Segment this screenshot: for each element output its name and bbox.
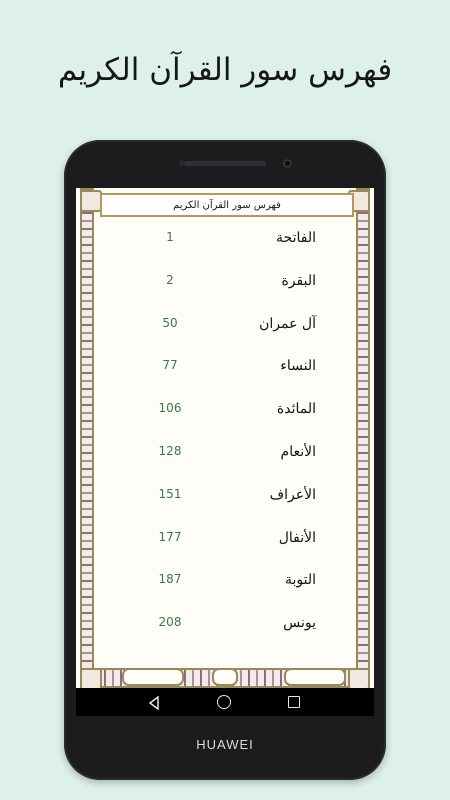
surah-page-number: 50 [162, 315, 178, 330]
ornament-cartouche [212, 668, 238, 686]
ornament-border-left [80, 188, 94, 688]
surah-row[interactable] [100, 224, 350, 267]
surah-name: الفاتحة [276, 230, 316, 246]
surah-row[interactable] [100, 481, 350, 524]
surah-name: التوبة [284, 572, 316, 589]
surah-name: يونس [283, 615, 316, 632]
proximity-sensor [179, 160, 185, 166]
surah-page-number: 187 [158, 572, 182, 587]
ornament-border-right [356, 188, 370, 688]
surah-page-number: 1 [166, 230, 174, 244]
promo-title: فهرس سور القرآن الكريم [57, 52, 393, 88]
surah-name: الأنعام [280, 443, 316, 460]
ornament-corner-bottom-left [80, 668, 102, 690]
surah-name: الأنفال [278, 529, 316, 546]
surah-page-number: 77 [162, 358, 178, 373]
surah-page-number: 177 [158, 529, 182, 544]
ornament-corner-bottom-right [348, 668, 370, 690]
device-brand-logo: HUAWEI [196, 737, 254, 752]
recent-apps-icon[interactable] [288, 696, 300, 708]
app-screen [76, 188, 374, 716]
index-header [100, 193, 354, 217]
surah-row[interactable] [100, 395, 350, 438]
surah-page-number: 106 [158, 401, 182, 416]
surah-page-number: 2 [166, 272, 174, 287]
surah-row[interactable] [100, 267, 350, 310]
surah-row[interactable] [100, 524, 350, 567]
surah-row[interactable] [100, 609, 350, 652]
back-icon[interactable] [148, 695, 160, 714]
android-navbar [76, 688, 374, 716]
surah-row[interactable] [100, 566, 350, 609]
index-header-title: فهرس سور القرآن الكريم [173, 199, 281, 211]
surah-name: الأعراف [269, 486, 316, 503]
surah-row[interactable] [100, 352, 350, 395]
speaker-grille [184, 161, 266, 166]
phone-frame [64, 140, 386, 780]
surah-name: المائدة [276, 401, 316, 418]
home-icon[interactable] [217, 695, 231, 709]
surah-row[interactable] [100, 438, 350, 481]
surah-list [100, 224, 350, 652]
surah-page-number: 128 [158, 443, 182, 458]
surah-name: البقرة [281, 272, 316, 289]
surah-page-number: 208 [158, 615, 182, 630]
surah-name: النساء [280, 358, 316, 375]
ornament-cartouche [284, 668, 346, 686]
front-camera [283, 159, 292, 168]
surah-page-number: 151 [158, 486, 182, 501]
surah-name: آل عمران [259, 315, 316, 332]
ornament-corner-top-left [80, 190, 102, 212]
surah-row[interactable] [100, 310, 350, 353]
ornament-cartouche [122, 668, 184, 686]
